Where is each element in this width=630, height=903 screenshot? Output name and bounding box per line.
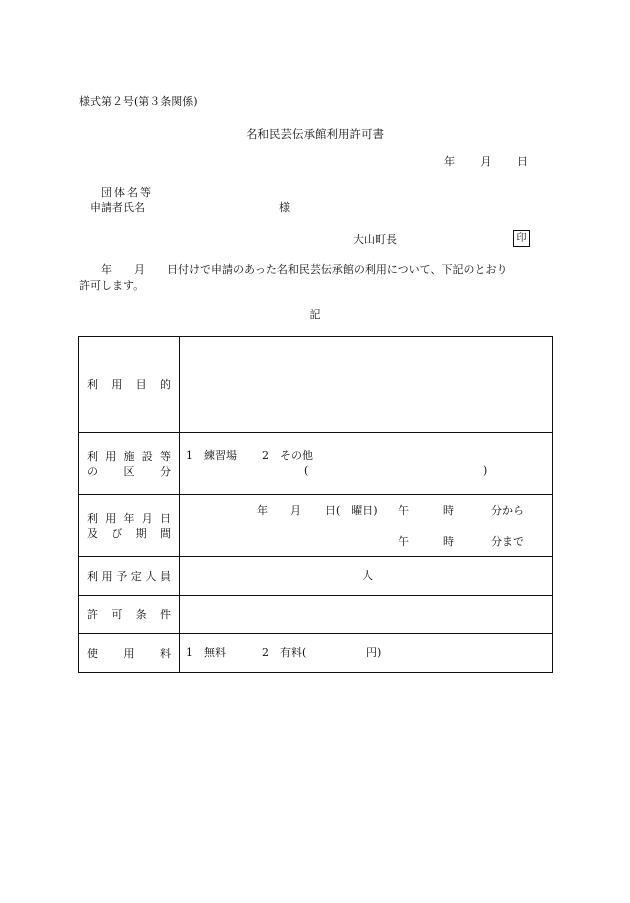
seal-mark: 印 xyxy=(513,230,530,247)
people-label xyxy=(79,557,180,596)
people-value[interactable] xyxy=(180,557,553,596)
issue-date xyxy=(444,155,528,169)
facility-label-line1 xyxy=(79,449,179,464)
label-char: 料 xyxy=(160,646,171,660)
label-char: 用 xyxy=(101,569,113,583)
label-char: 月 xyxy=(141,511,153,525)
fee-yen: 円) xyxy=(366,646,382,659)
facility-option-practice[interactable]: 1 練習場 xyxy=(186,449,237,462)
label-char: 用 xyxy=(111,378,123,391)
period-label-line1 xyxy=(79,511,179,526)
purpose-value[interactable] xyxy=(180,337,553,433)
applicant-label: 申請者氏名 xyxy=(90,201,145,214)
period-hour-start: 時 xyxy=(443,504,454,517)
ki-heading: 記 xyxy=(309,308,321,321)
label-char: 件 xyxy=(159,608,171,621)
row-purpose xyxy=(79,337,553,433)
date-year: 年 xyxy=(444,155,455,168)
date-day: 日 xyxy=(517,155,528,168)
facility-label-line2 xyxy=(79,464,179,479)
label-char: 用 xyxy=(105,511,117,525)
form-number: 様式第２号(第３条関係) xyxy=(79,95,198,108)
conditions-value[interactable] xyxy=(180,596,553,634)
permit-table xyxy=(78,336,553,673)
fee-option-paid[interactable]: 2 有料( xyxy=(262,646,307,659)
label-char: 用 xyxy=(123,646,135,660)
document-title: 名和民芸伝承館利用許可書 xyxy=(246,127,384,141)
purpose-label xyxy=(79,337,180,433)
period-year: 年 xyxy=(257,504,268,517)
period-label xyxy=(79,495,180,557)
label-char: 目 xyxy=(135,378,147,391)
label-char: 日 xyxy=(160,511,171,525)
label-char: 人 xyxy=(145,569,157,583)
label-char: 条 xyxy=(135,608,147,621)
facility-paren-close: ) xyxy=(483,464,488,477)
period-ampm-start: 午 xyxy=(398,504,409,517)
label-char: 期 xyxy=(135,526,147,540)
period-to: 分まで xyxy=(491,535,524,548)
honorific: 様 xyxy=(279,201,290,214)
label-char: 利 xyxy=(87,378,98,391)
facility-paren-open: ( xyxy=(304,464,309,477)
facility-option-other[interactable]: 2 その他 xyxy=(262,449,313,462)
row-facility xyxy=(79,433,553,495)
people-unit: 人 xyxy=(362,569,373,582)
label-char: 設 xyxy=(141,449,153,463)
period-hour-end: 時 xyxy=(443,535,454,548)
label-char: 及 xyxy=(87,526,98,540)
fee-option-free[interactable]: 1 無料 xyxy=(186,646,226,659)
fee-value[interactable] xyxy=(180,634,553,673)
label-char: 間 xyxy=(159,526,171,540)
purpose-label-chars xyxy=(79,377,179,392)
org-label: 団体名等 xyxy=(101,186,153,199)
label-char: 分 xyxy=(160,464,171,478)
row-fee xyxy=(79,634,553,673)
label-char: 可 xyxy=(111,608,123,621)
conditions-label xyxy=(79,596,180,634)
body-text-line2: 許可します。 xyxy=(79,279,145,292)
fee-label-chars xyxy=(79,646,179,661)
label-char: 利 xyxy=(87,449,98,463)
label-char: 許 xyxy=(87,608,98,621)
label-char: 年 xyxy=(123,511,135,525)
label-char: 予 xyxy=(116,569,128,583)
period-month: 月 xyxy=(290,504,301,517)
people-label-chars xyxy=(79,569,179,584)
label-char: 的 xyxy=(159,378,171,391)
label-char: 員 xyxy=(159,569,171,583)
facility-value[interactable] xyxy=(180,433,553,495)
label-char: 定 xyxy=(130,569,142,583)
facility-label xyxy=(79,433,180,495)
period-ampm-end: 午 xyxy=(398,535,409,548)
label-char: 用 xyxy=(105,449,117,463)
issuer-name: 大山町長 xyxy=(353,233,397,246)
label-char: 施 xyxy=(123,449,135,463)
label-char: の xyxy=(87,464,98,478)
label-char: 使 xyxy=(87,646,98,660)
row-people xyxy=(79,557,553,596)
label-char: 等 xyxy=(160,449,171,463)
fee-label xyxy=(79,634,180,673)
period-from: 分から xyxy=(491,504,524,517)
label-char: 利 xyxy=(87,511,98,525)
body-text-line1: 年 月 日付けで申請のあった名和民芸伝承館の利用について、下記のとおり xyxy=(79,263,508,276)
row-conditions xyxy=(79,596,553,634)
period-label-line2 xyxy=(79,526,179,541)
label-char: 区 xyxy=(123,464,135,478)
period-day: 日( 曜日) xyxy=(325,504,378,517)
row-period xyxy=(79,495,553,557)
label-char: び xyxy=(111,526,123,540)
conditions-label-chars xyxy=(79,607,179,622)
period-value[interactable] xyxy=(180,495,553,557)
label-char: 利 xyxy=(87,569,98,583)
date-month: 月 xyxy=(480,155,492,168)
